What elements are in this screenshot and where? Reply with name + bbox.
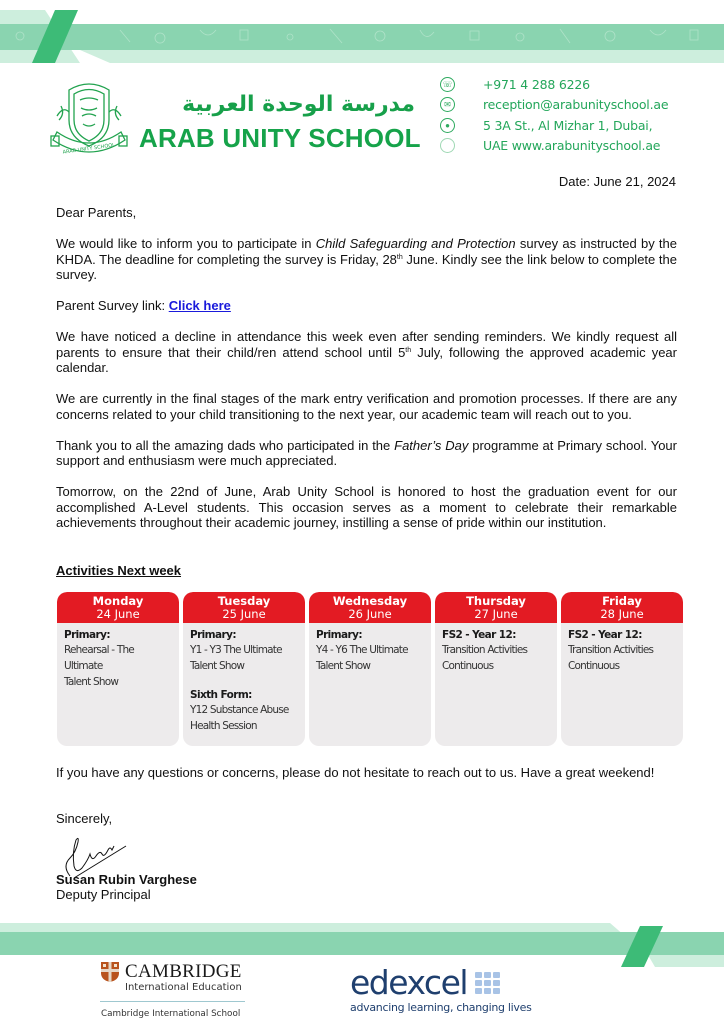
letter-date: Date: June 21, 2024 bbox=[558, 174, 676, 189]
school-name-arabic: مدرسة الوحدة العربية bbox=[182, 92, 415, 117]
activity-card-wednesday: Wednesday 26 June Primary: Y4 - Y6 The Ultimate Talent Show bbox=[309, 592, 431, 746]
edexcel-logo: edexcel advancing learning, changing lives bbox=[350, 963, 532, 1014]
banner-stripes-icon bbox=[0, 0, 724, 70]
signer-title: Deputy Principal bbox=[56, 887, 151, 902]
card-header: Thursday 27 June bbox=[435, 592, 557, 623]
email-icon: ✉ bbox=[440, 97, 455, 112]
web-icon bbox=[440, 138, 455, 153]
activity-card-friday: Friday 28 June FS2 - Year 12: Transition Activities Continuous bbox=[561, 592, 683, 746]
activity-card-monday: Monday 24 June Primary: Rehearsal - The Ultimate Talent Show bbox=[57, 592, 179, 746]
contact-info bbox=[440, 74, 668, 156]
divider bbox=[100, 1001, 245, 1002]
activity-card-thursday: Thursday 27 June FS2 - Year 12: Transition Activities Continuous bbox=[435, 592, 557, 746]
crest-icon bbox=[47, 76, 131, 160]
activity-card-tuesday: Tuesday 25 June Primary: Y1 - Y3 The Ultimate Talent Show Sixth Form: Y12 Substance Abuse Health Session bbox=[183, 592, 305, 746]
card-header: Wednesday 26 June bbox=[309, 592, 431, 623]
phone-icon: ☏ bbox=[440, 77, 455, 92]
signer-name: Susan Rubin Varghese bbox=[56, 872, 197, 887]
contact-email: ✉ reception@arabunityschool.ae bbox=[440, 95, 668, 116]
paragraph-attendance: We have noticed a decline in attendance this week even after sending reminders. We kindly request all parents to ensure that their child/ren attend school until 5th July, following the approved academic year calendar. bbox=[56, 329, 677, 375]
svg-text:ARAB UNITY SCHOOL: ARAB UNITY SCHOOL bbox=[62, 142, 116, 156]
paragraph-promotion: We are currently in the final stages of the mark entry verification and promotion processes. If there are any concerns related to your child transitioning to the next year, our academic team will reach out to you. bbox=[56, 391, 677, 422]
cambridge-shield-icon bbox=[100, 961, 120, 983]
cambridge-logo: CAMBRIDGE International Education Cambridge International School bbox=[100, 961, 250, 1019]
contact-website: UAE www.arabunityschool.ae bbox=[440, 136, 668, 157]
survey-link-line: Parent Survey link: Click here bbox=[56, 298, 231, 313]
contact-phone: ☏ +971 4 288 6226 bbox=[440, 74, 668, 95]
letter-body bbox=[56, 205, 677, 546]
paragraph-survey: We would like to inform you to participate in Child Safeguarding and Protection survey as instructed by the KHDA. The deadline for completing the survey is Friday, 28th June. Kindly see the link below to complete the survey. bbox=[56, 236, 678, 282]
activities-schedule bbox=[57, 592, 683, 746]
school-crest-logo bbox=[47, 76, 131, 160]
closing-line: If you have any questions or concerns, please do not hesitate to reach out to us. Have a great weekend! bbox=[56, 765, 655, 780]
school-name: ARAB UNITY SCHOOL bbox=[139, 123, 421, 153]
sign-off: Sincerely, bbox=[56, 811, 113, 826]
edexcel-grid-icon bbox=[475, 972, 500, 994]
location-icon: ● bbox=[440, 118, 455, 133]
card-header: Monday 24 June bbox=[57, 592, 179, 623]
paragraph-graduation: Tomorrow, on the 22nd of June, Arab Unity School is honored to host the graduation event for our accomplished A-Level students. This occasion serves as a moment to celebrate their remarkable achievements throughout their academic journey, instilling a sense of pride within our institution. bbox=[56, 484, 677, 530]
activities-heading: Activities Next week bbox=[56, 563, 182, 578]
card-header: Tuesday 25 June bbox=[183, 592, 305, 623]
greeting: Dear Parents, bbox=[56, 205, 137, 220]
top-decorative-band bbox=[0, 0, 724, 70]
contact-address: ● 5 3A St., Al Mizhar 1, Dubai, bbox=[440, 115, 668, 136]
card-header: Friday 28 June bbox=[561, 592, 683, 623]
paragraph-fathers-day: Thank you to all the amazing dads who participated in the Father’s Day programme at Primary school. Your support and enthusiasm were much appreciated. bbox=[56, 437, 677, 468]
survey-link[interactable]: Click here bbox=[168, 298, 231, 313]
